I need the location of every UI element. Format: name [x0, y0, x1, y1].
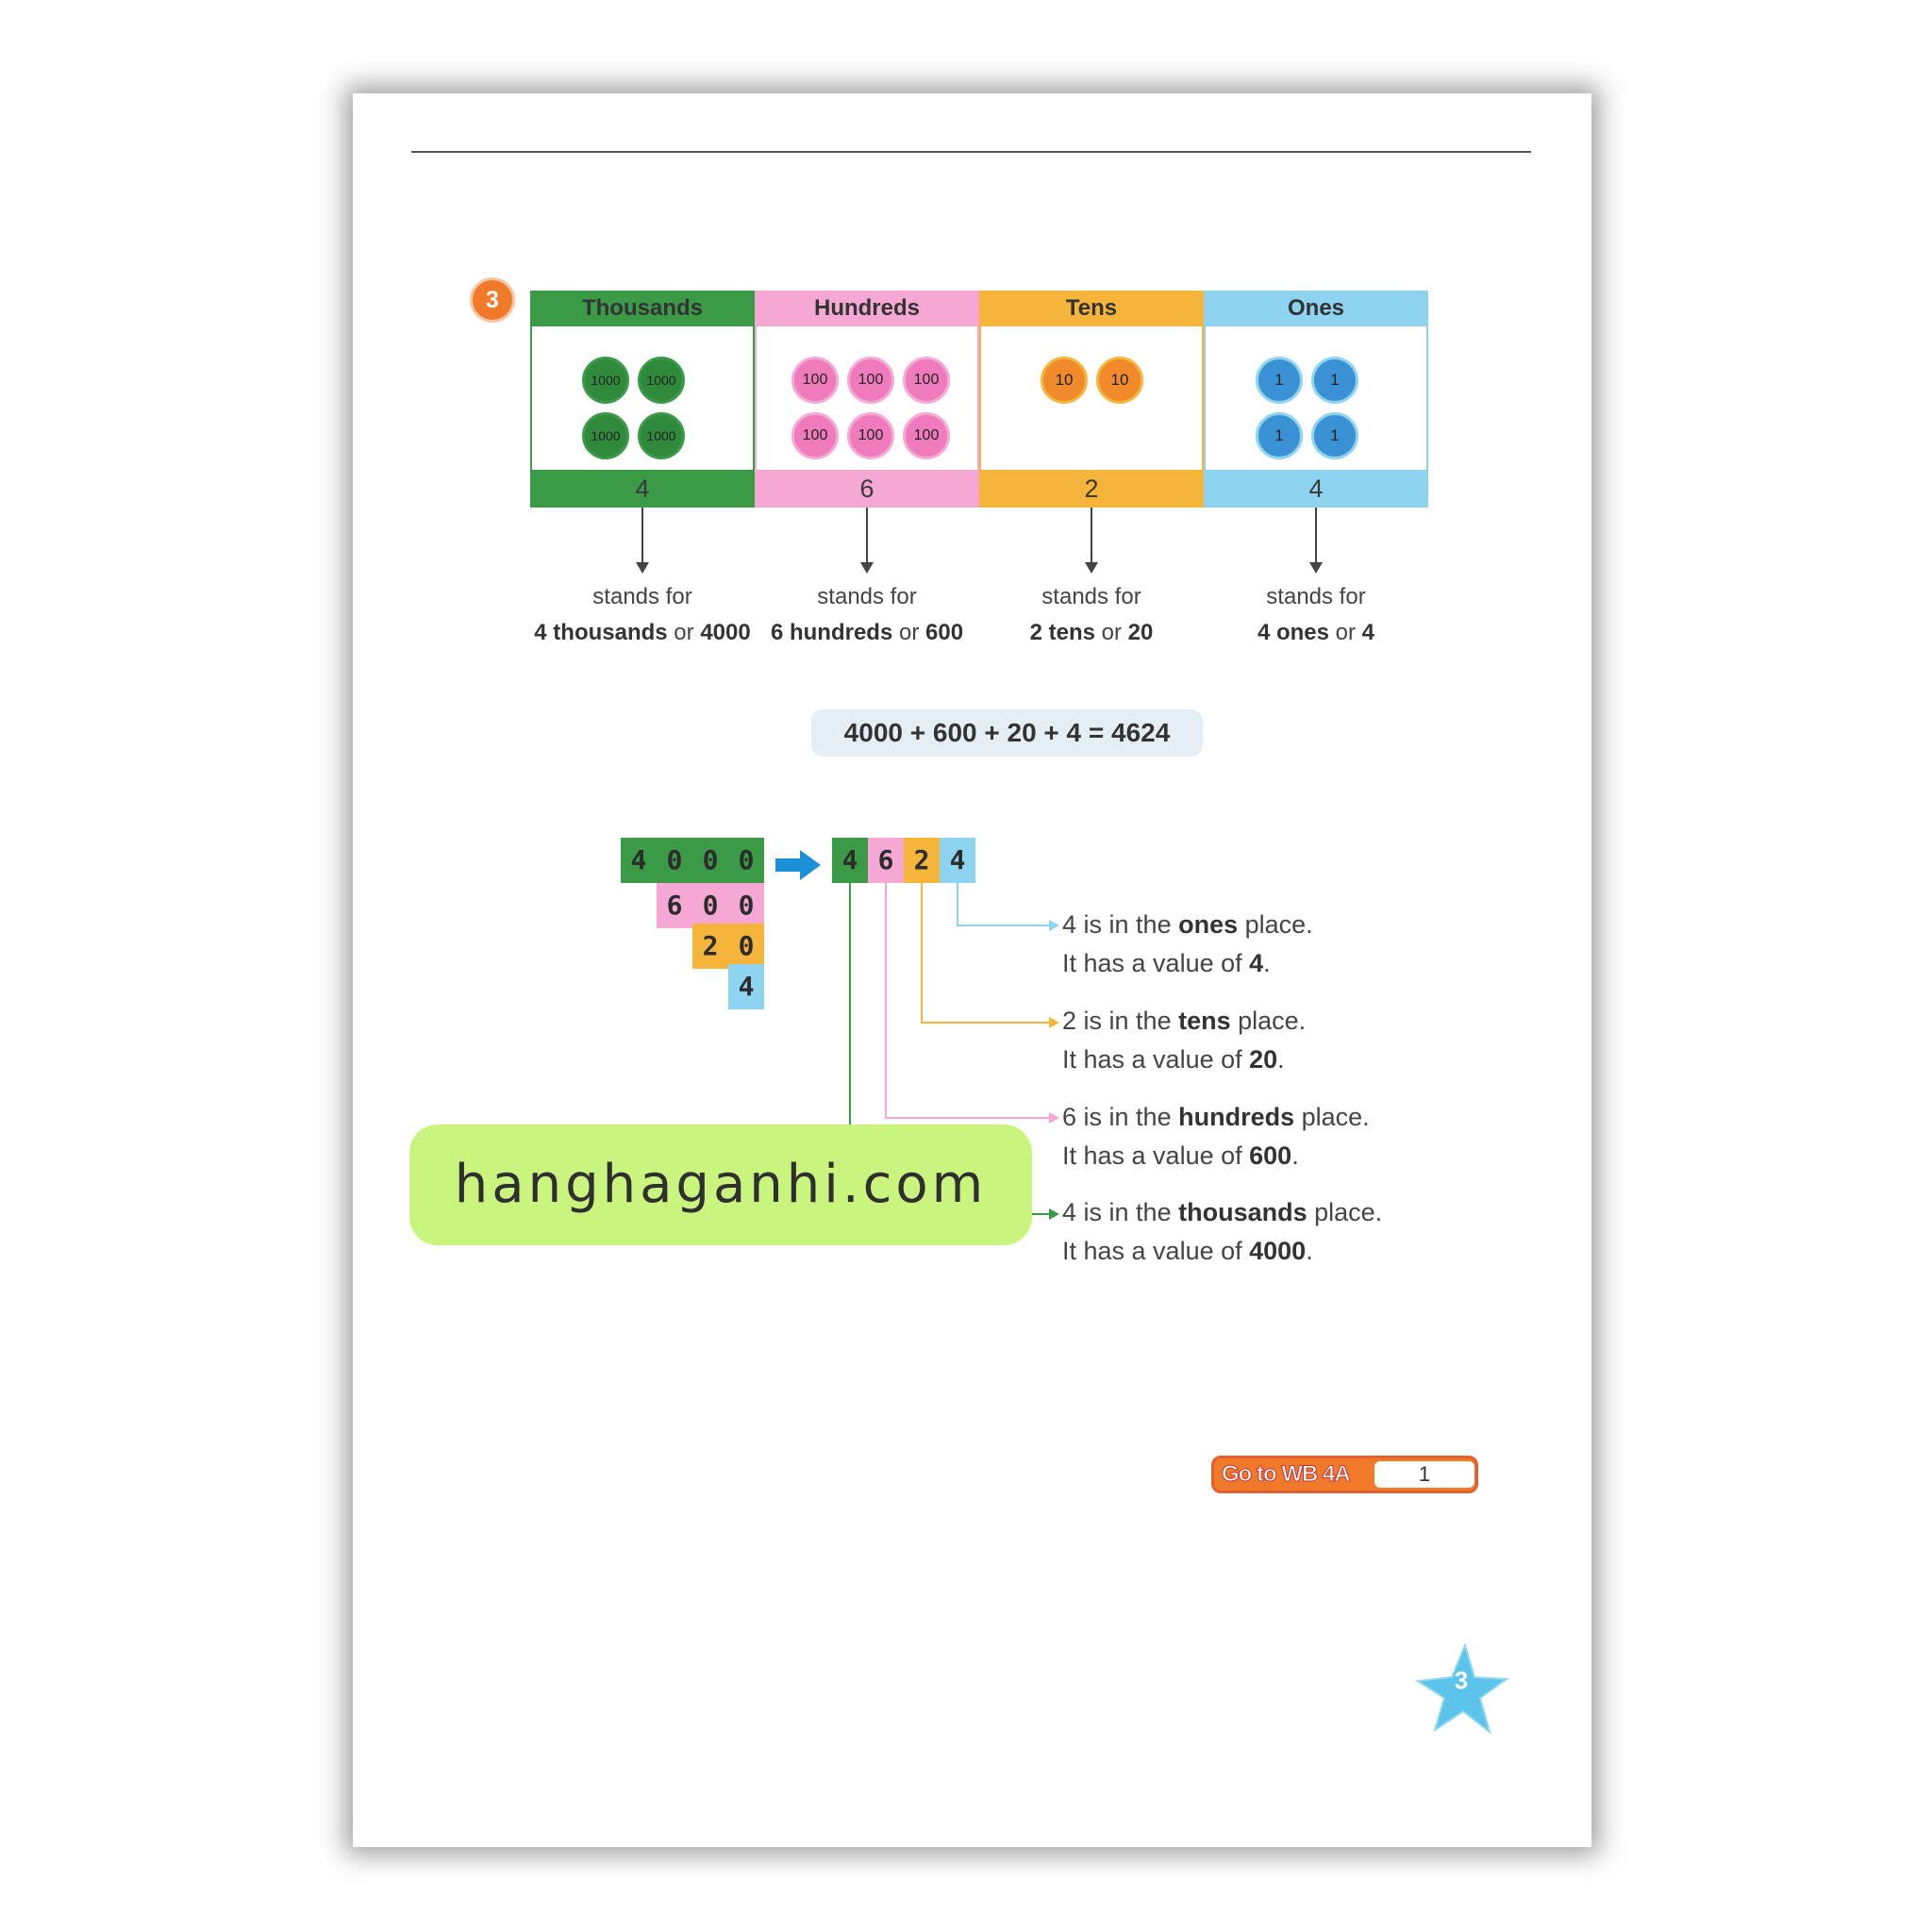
workbook-label: Go to WB 4A [1222, 1461, 1350, 1487]
watermark-banner: hanghaganhi.com [409, 1124, 1032, 1245]
down-arrow-icon [1091, 508, 1092, 572]
down-arrow-icon [866, 508, 868, 572]
counter-1: 1 [1311, 357, 1358, 404]
counter-1000: 1000 [638, 412, 685, 459]
number-card-4000: 4 0 0 0 [621, 838, 764, 883]
hundreds-place-label: 6 is in the hundreds place. It has a value of 600. [1062, 1103, 1370, 1170]
counter-1: 1 [1256, 357, 1303, 404]
expanded-form-equation: 4000 + 600 + 20 + 4 = 4624 [811, 709, 1203, 757]
number-card-600: 6 0 0 [657, 883, 764, 928]
counter-100: 100 [903, 412, 950, 459]
connector-ones [957, 924, 1049, 926]
digit-hundreds: 6 [868, 838, 904, 883]
counter-10: 10 [1096, 357, 1143, 404]
page-number: 3 [1454, 1666, 1469, 1694]
connector-hundreds [885, 1117, 1049, 1119]
stands-for-thousands: stands for 4 thousands or 4000 [534, 584, 751, 645]
ones-column [1204, 291, 1428, 508]
digit-tens: 2 [904, 838, 940, 883]
connector-tens [921, 883, 923, 1024]
connector-ones [957, 883, 958, 926]
thousands-column [530, 291, 755, 508]
pointer-icon [1049, 920, 1059, 931]
counter-100: 100 [903, 357, 950, 404]
textbook-page [353, 93, 1591, 1847]
column-header: Ones [1204, 291, 1428, 326]
counter-area [979, 326, 1204, 470]
column-header: Thousands [530, 291, 755, 326]
counter-100: 100 [847, 412, 894, 459]
column-header: Hundreds [755, 291, 979, 326]
tens-column [979, 291, 1204, 508]
column-header: Tens [979, 291, 1204, 326]
counter-1000: 1000 [638, 357, 685, 404]
down-arrow-icon [641, 508, 643, 572]
column-digit: 4 [530, 470, 755, 508]
ones-place-label: 4 is in the ones place. It has a value of 4. [1062, 910, 1313, 977]
counter-1: 1 [1256, 412, 1303, 459]
digit-ones: 4 [940, 838, 975, 883]
pointer-icon [1049, 1017, 1059, 1028]
number-card-4: 4 [728, 964, 764, 1009]
page-number-star [1414, 1643, 1508, 1738]
counter-area [755, 326, 979, 470]
thousands-place-label: 4 is in the thousands place. It has a value of 4000. [1062, 1198, 1383, 1265]
counter-100: 100 [791, 357, 839, 404]
header-rule [411, 151, 1531, 153]
workbook-reference[interactable] [1211, 1456, 1478, 1493]
counter-1000: 1000 [582, 357, 629, 404]
pointer-icon [1049, 1208, 1059, 1220]
number-card-20: 2 0 [692, 924, 764, 969]
counter-1: 1 [1311, 412, 1358, 459]
pointer-icon [1049, 1112, 1059, 1124]
counter-10: 10 [1041, 357, 1088, 404]
workbook-page: 1 [1374, 1461, 1474, 1488]
stands-for-tens: stands for 2 tens or 20 [1029, 584, 1154, 645]
tens-place-label: 2 is in the tens place. It has a value of 20. [1062, 1007, 1307, 1074]
right-arrow-icon [774, 848, 823, 882]
column-digit: 4 [1204, 470, 1428, 508]
counter-1000: 1000 [582, 412, 629, 459]
counter-area [530, 326, 755, 470]
column-digit: 2 [979, 470, 1204, 508]
question-number-badge: 3 [470, 277, 515, 323]
counter-area [1204, 326, 1428, 470]
stands-for-ones: stands for 4 ones or 4 [1257, 584, 1375, 645]
down-arrow-icon [1315, 508, 1317, 572]
digit-thousands: 4 [832, 838, 868, 883]
hundreds-column [755, 291, 979, 508]
column-digit: 6 [755, 470, 979, 508]
counter-100: 100 [847, 357, 894, 404]
stands-for-hundreds: stands for 6 hundreds or 600 [770, 584, 964, 645]
connector-hundreds [885, 883, 887, 1119]
connector-tens [921, 1022, 1049, 1024]
counter-100: 100 [791, 412, 839, 459]
